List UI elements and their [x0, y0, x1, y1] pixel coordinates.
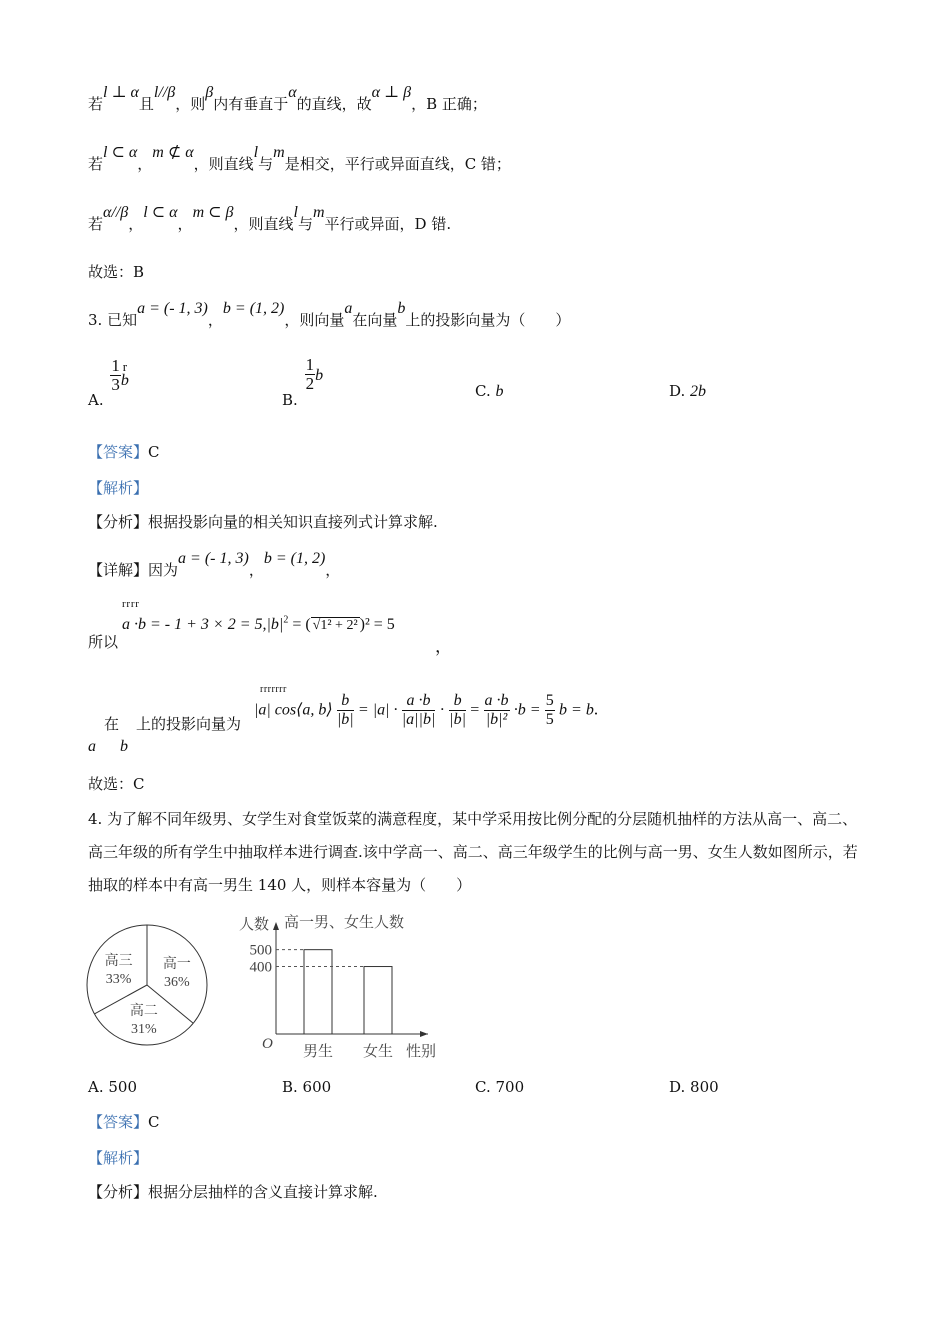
- numerator: b: [449, 692, 466, 711]
- proj-text: 上的投影向量为: [136, 715, 242, 733]
- var: b: [120, 372, 129, 389]
- text: ，: [137, 155, 153, 173]
- denominator: |b|: [449, 711, 466, 728]
- text: 上的投影向量为（ ）: [405, 311, 571, 329]
- analysis-tag: [88, 1148, 148, 1168]
- xiangjie-line: [88, 550, 341, 581]
- math: |a| cos⟨a, b⟩: [254, 701, 333, 719]
- answer-line: [88, 442, 160, 462]
- text: 平行或异面，D 错.: [324, 215, 452, 233]
- math: a: [344, 300, 353, 317]
- analysis-tag-text: 【解析】: [88, 1149, 149, 1167]
- math: β: [205, 84, 214, 101]
- math: b = b: [559, 701, 594, 719]
- text: 若: [88, 95, 104, 113]
- text: 若: [88, 215, 104, 233]
- option-label: D.: [669, 382, 686, 400]
- suoyi-label: 所以: [88, 633, 119, 651]
- x-axis-arrow: [420, 1031, 428, 1037]
- proj-b: [120, 736, 128, 757]
- math: b = (1, 2): [222, 300, 285, 317]
- denominator: 3: [111, 374, 120, 394]
- math: b: [120, 738, 128, 755]
- math: b: [397, 300, 406, 317]
- math: l ⊂ α: [143, 204, 178, 221]
- text: 因为: [148, 561, 179, 579]
- math: )² = 5: [359, 616, 395, 633]
- fraction: [110, 357, 121, 394]
- analysis-tag-text: 【解析】: [88, 479, 149, 497]
- y-axis-label: 人数: [239, 917, 270, 933]
- text: ，: [128, 215, 144, 233]
- pie-slice-label: 31%: [131, 1021, 157, 1037]
- text: 内有垂直于: [213, 95, 289, 113]
- xiangjie-tag: 【详解】: [88, 561, 149, 579]
- numerator: a ·b: [484, 692, 509, 709]
- solution-line-d: [88, 204, 452, 235]
- math: l//β: [153, 84, 176, 101]
- math: ·: [439, 701, 445, 719]
- math: l: [253, 144, 259, 161]
- math: ·b =: [513, 701, 541, 719]
- solution-line-c: [88, 144, 511, 175]
- fraction: [305, 356, 316, 393]
- proj-zai: 在: [104, 715, 120, 733]
- pie-slice-name: 高一: [162, 956, 191, 972]
- var: b: [495, 383, 504, 400]
- math: |b|: [266, 616, 284, 633]
- x-tick-label: 女生: [362, 1044, 394, 1060]
- denominator: 2: [305, 374, 315, 393]
- numerator: a ·b: [402, 692, 436, 711]
- math: m: [312, 204, 325, 221]
- fraction: [449, 692, 466, 729]
- math: = (: [288, 616, 311, 633]
- denominator: |b|: [336, 711, 354, 728]
- math: a = (- 1, 3): [178, 550, 249, 567]
- x-axis-label: 性别: [406, 1044, 437, 1060]
- y-axis-arrow: [273, 922, 279, 930]
- text: ，: [177, 215, 193, 233]
- text: 若: [88, 155, 104, 173]
- projection-formula: [254, 692, 598, 729]
- option-a[interactable]: [88, 355, 129, 409]
- numerator: b: [337, 692, 354, 711]
- math: l ⊂ α: [103, 144, 138, 161]
- fraction: [545, 692, 555, 729]
- fenxi-tag: 【分析】: [88, 513, 149, 531]
- option-b[interactable]: B. 600: [282, 1078, 332, 1096]
- math: α//β: [103, 204, 129, 221]
- conclusion-line: 故选：B: [88, 263, 145, 281]
- x-tick-label: 男生: [302, 1044, 334, 1060]
- pie-slice-name: 高二: [129, 1003, 158, 1019]
- text: ，则: [175, 95, 206, 113]
- pie-slice-label: 36%: [164, 974, 190, 990]
- pie-slice-name: 高三: [104, 954, 133, 970]
- option-b[interactable]: [282, 355, 324, 409]
- math: α ⊥ β: [371, 84, 412, 101]
- option-c[interactable]: C. 700: [475, 1078, 525, 1096]
- proj-a: [88, 736, 96, 757]
- vector-arrows: r r r r: [122, 598, 138, 610]
- option-label: B.: [282, 390, 298, 409]
- comma: ，: [435, 637, 452, 656]
- analysis-tag: [88, 478, 148, 498]
- gender-bar-chart: [236, 908, 446, 1060]
- answer-tag: 【答案】: [88, 443, 149, 461]
- arrow-mark: r: [122, 359, 128, 374]
- sqrt: √1² + 2²: [312, 618, 358, 633]
- dot-product-formula: [122, 614, 395, 634]
- math: l: [293, 204, 298, 221]
- answer-value: C: [148, 1113, 160, 1131]
- math: = |a| ·: [357, 701, 398, 719]
- text: ，: [248, 561, 264, 579]
- math: a = (- 1, 3): [137, 300, 208, 317]
- option-label: A.: [88, 391, 104, 409]
- math: =: [470, 701, 480, 719]
- vector-var: [120, 359, 129, 390]
- question-3-stem: [88, 300, 571, 331]
- math: a ·b = - 1 + 3 × 2 = 5,: [122, 616, 267, 633]
- math: m ⊂ β: [192, 204, 234, 221]
- conclusion-line: 故选：C: [88, 775, 145, 793]
- numerator: 5: [545, 692, 554, 709]
- math: .: [593, 699, 599, 719]
- option-a[interactable]: A. 500: [88, 1078, 137, 1096]
- math: 1² + 2²: [320, 618, 358, 633]
- answer-line: [88, 1112, 160, 1132]
- origin-label: O: [262, 1036, 273, 1052]
- option-d[interactable]: [669, 382, 706, 401]
- text: 与: [297, 215, 313, 233]
- fenxi-text: 根据投影向量的相关知识直接列式计算求解.: [148, 513, 438, 531]
- text: 在向量: [352, 311, 398, 329]
- text: ，B 正确；: [411, 95, 487, 113]
- math: l ⊥ α: [103, 84, 139, 101]
- text: ，则直线: [233, 215, 294, 233]
- text: ，: [207, 311, 223, 329]
- text: 且: [138, 95, 154, 113]
- math: b = (1, 2): [263, 550, 326, 567]
- y-tick-label: 400: [249, 959, 272, 976]
- numerator: 1: [111, 355, 120, 375]
- text: ，则直线: [193, 155, 254, 173]
- option-label: C.: [475, 382, 491, 400]
- math-sup: 2: [283, 614, 289, 626]
- fraction: [484, 692, 510, 729]
- option-d[interactable]: D. 800: [669, 1078, 719, 1096]
- fenxi-line: [88, 1182, 378, 1202]
- fraction: [337, 692, 354, 729]
- fenxi-line: [88, 512, 438, 532]
- fraction: [402, 692, 436, 729]
- bar-0: [304, 950, 332, 1034]
- math: m ⊄ α: [152, 144, 194, 161]
- math: a: [88, 738, 96, 755]
- fenxi-tag: 【分析】: [88, 1183, 149, 1201]
- bar-1: [364, 967, 392, 1034]
- vector-arrows: r r r r r r r: [260, 684, 286, 695]
- grade-pie-chart: [84, 922, 210, 1048]
- math: α: [288, 84, 297, 101]
- numerator: 1: [305, 355, 315, 374]
- math: m: [273, 144, 285, 161]
- var: b: [315, 366, 324, 384]
- solution-line-b: [88, 84, 487, 115]
- text: ，则向量: [284, 311, 345, 329]
- denominator: 5: [545, 711, 554, 728]
- text: 与: [258, 155, 274, 173]
- text: 的直线，故: [296, 95, 372, 113]
- y-tick-label: 500: [249, 942, 272, 959]
- var: 2b: [690, 383, 707, 400]
- question-number: 3. 已知: [88, 311, 138, 329]
- question-4-stem: 4. 为了解不同年级男、女学生对食堂饭菜的满意程度，某中学采用按比例分配的分层随机抽样的方法从高一、高二、高三年级的所有学生中抽取样本进行调查.该中学高一、高二、高三年级学生的比例与高一男、女生人数如图所示，若抽取的样本中有高一男生 140 人，则样本容量为（ ）: [88, 810, 858, 894]
- denominator: |a||b|: [401, 711, 436, 728]
- text: 是相交，平行或异面直线，C 错；: [284, 155, 511, 173]
- option-c[interactable]: [475, 382, 504, 401]
- chart-title: 高一男、女生人数: [284, 915, 405, 931]
- answer-tag: 【答案】: [88, 1113, 149, 1131]
- answer-value: C: [148, 443, 160, 461]
- text: ，: [325, 561, 341, 579]
- denominator: |b|²: [485, 711, 508, 728]
- pie-slice-label: 33%: [105, 972, 132, 988]
- fenxi-text: 根据分层抽样的含义直接计算求解.: [148, 1183, 378, 1201]
